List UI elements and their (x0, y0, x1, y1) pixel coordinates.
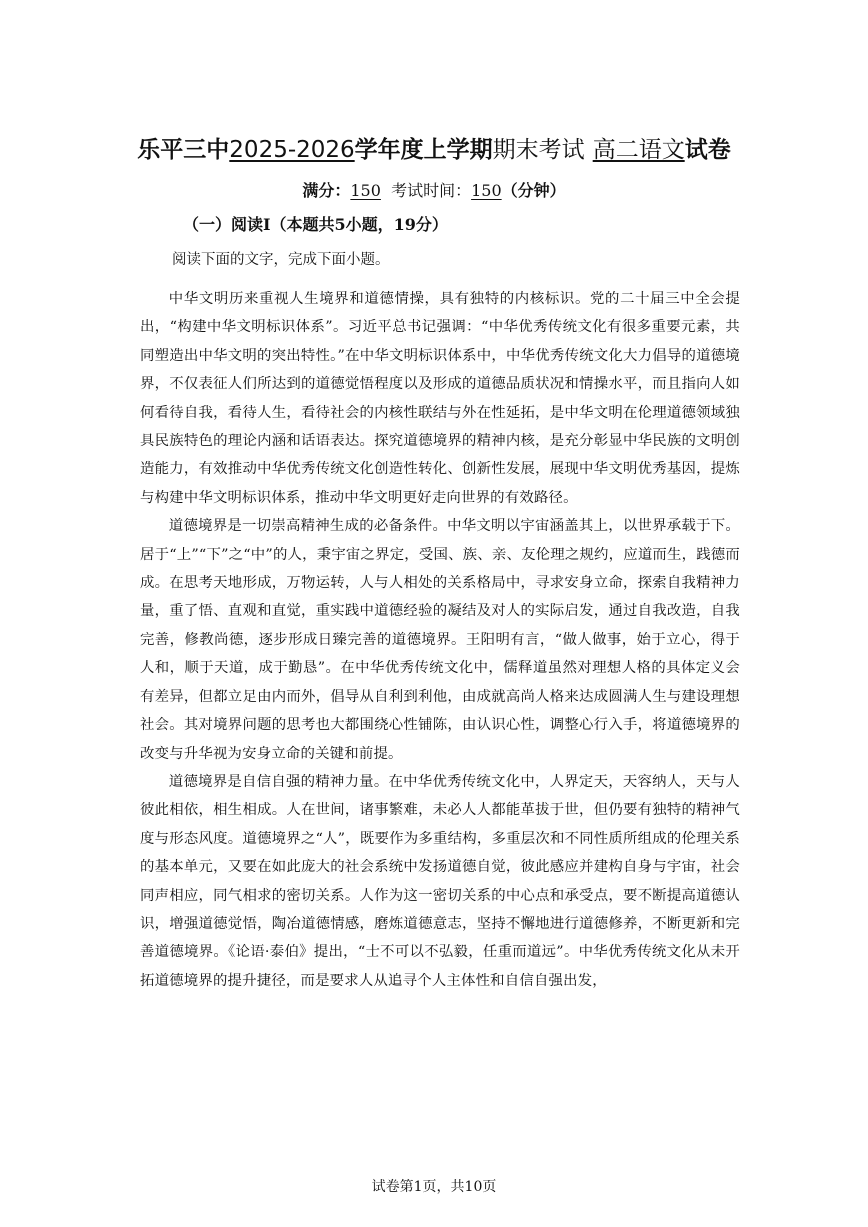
title-suffix: 试卷 (684, 137, 731, 163)
exam-title (0, 135, 868, 165)
title-exam: 期末考试 (492, 137, 585, 163)
passage-paragraph-2: 道德境界是一切崇高精神生成的必备条件。中华文明以宇宙涵盖其上，以世界承载于下。居于“上”“下”之“中”的人，秉宇宙之界定，受国、族、亲、友伦理之规约，应道而生，践德而成。在思考天地形成，万物运转，人与人相处的关系格局中，寻求安身立命，探索自我精神力量，重了悟、直观和直觉，重实践中道德经验的凝结及对人的实际启发，通过自我改造，自我完善，修教尚德，逐步形成日臻完善的道德境界。王阳明有言，“做人做事，始于立心，得于人和，顺于天道，成于勤恳”。在中华优秀传统文化中，儒释道虽然对理想人格的具体定义会有差异，但都立足由内而外，倡导从自利到利他，由成就高尚人格来达成圆满人生与建设理想社会。其对境界问题的思考也大都围绕心性铺陈，由认识心性，调整心行入手，将道德境界的改变与升华视为安身立命的关键和前提。 (140, 518, 740, 762)
time-label: 考试时间： (391, 181, 472, 200)
title-subject: 高二语文 (592, 137, 685, 163)
section-heading: （一）阅读I（本题共5小题，19分） (183, 215, 448, 234)
title-space (585, 137, 593, 163)
full-score-value: 150 (350, 181, 381, 200)
title-term: 学年度上学期 (354, 137, 493, 163)
reading-passage (140, 285, 740, 995)
page-footer: 试卷第1页，共10页 (371, 1179, 497, 1195)
time-value: 150 (471, 181, 502, 200)
time-unit: （分钟） (501, 181, 566, 200)
title-school: 乐平三中 (137, 137, 230, 163)
exam-meta (0, 179, 868, 203)
title-years: 2025-2026 (229, 137, 355, 163)
full-score-label: 满分： (302, 181, 351, 200)
passage-paragraph-3: 道德境界是自信自强的精神力量。在中华优秀传统文化中，人界定天，天容纳人，天与人彼此相依，相生相成。人在世间，诸事繁难，未必人人都能革拔于世，但仍要有独特的精神气度与形态风度。道德境界之“人”，既要作为多重结构，多重层次和不同性质所组成的伦理关系的基本单元，又要在如此庞大的社会系统中发扬道德自觉，彼此感应并建构自身与宇宙，社会同声相应，同气相求的密切关系。人作为这一密切关系的中心点和承受点，要不断提高道德认识，增强道德觉悟，陶冶道德情感，磨炼道德意志，坚持不懈地进行道德修养，不断更新和完善道德境界。《论语·泰伯》提出，“士不可以不弘毅，任重而道远”。中华优秀传统文化从未开拓道德境界的提升捷径，而是要求人从追寻个人主体性和自信自强出发， (140, 773, 740, 989)
passage-paragraph-1: 中华文明历来重视人生境界和道德情操，具有独特的内核标识。党的二十届三中全会提出，“构建中华文明标识体系”。习近平总书记强调：“中华优秀传统文化有很多重要元素，共同塑造出中华文明的突出特性。”在中华文明标识体系中，中华优秀传统文化大力倡导的道德境界，不仅表征人们所达到的道德觉悟程度以及形成的道德品质状况和情操水平，而且指向人如何看待自我，看待人生，看待社会的内核性联结与外在性延拓，是中华文明在伦理道德领域独具民族特色的理论内涵和话语表达。探究道德境界的精神内核，是充分彰显中华民族的文明创造能力，有效推动中华优秀传统文化创造性转化、创新性发展，展现中华文明优秀基因，提炼与构建中华文明标识体系，推动中华文明更好走向世界的有效路径。 (140, 291, 740, 506)
reading-instruction: 阅读下面的文字，完成下面小题。 (172, 252, 390, 268)
